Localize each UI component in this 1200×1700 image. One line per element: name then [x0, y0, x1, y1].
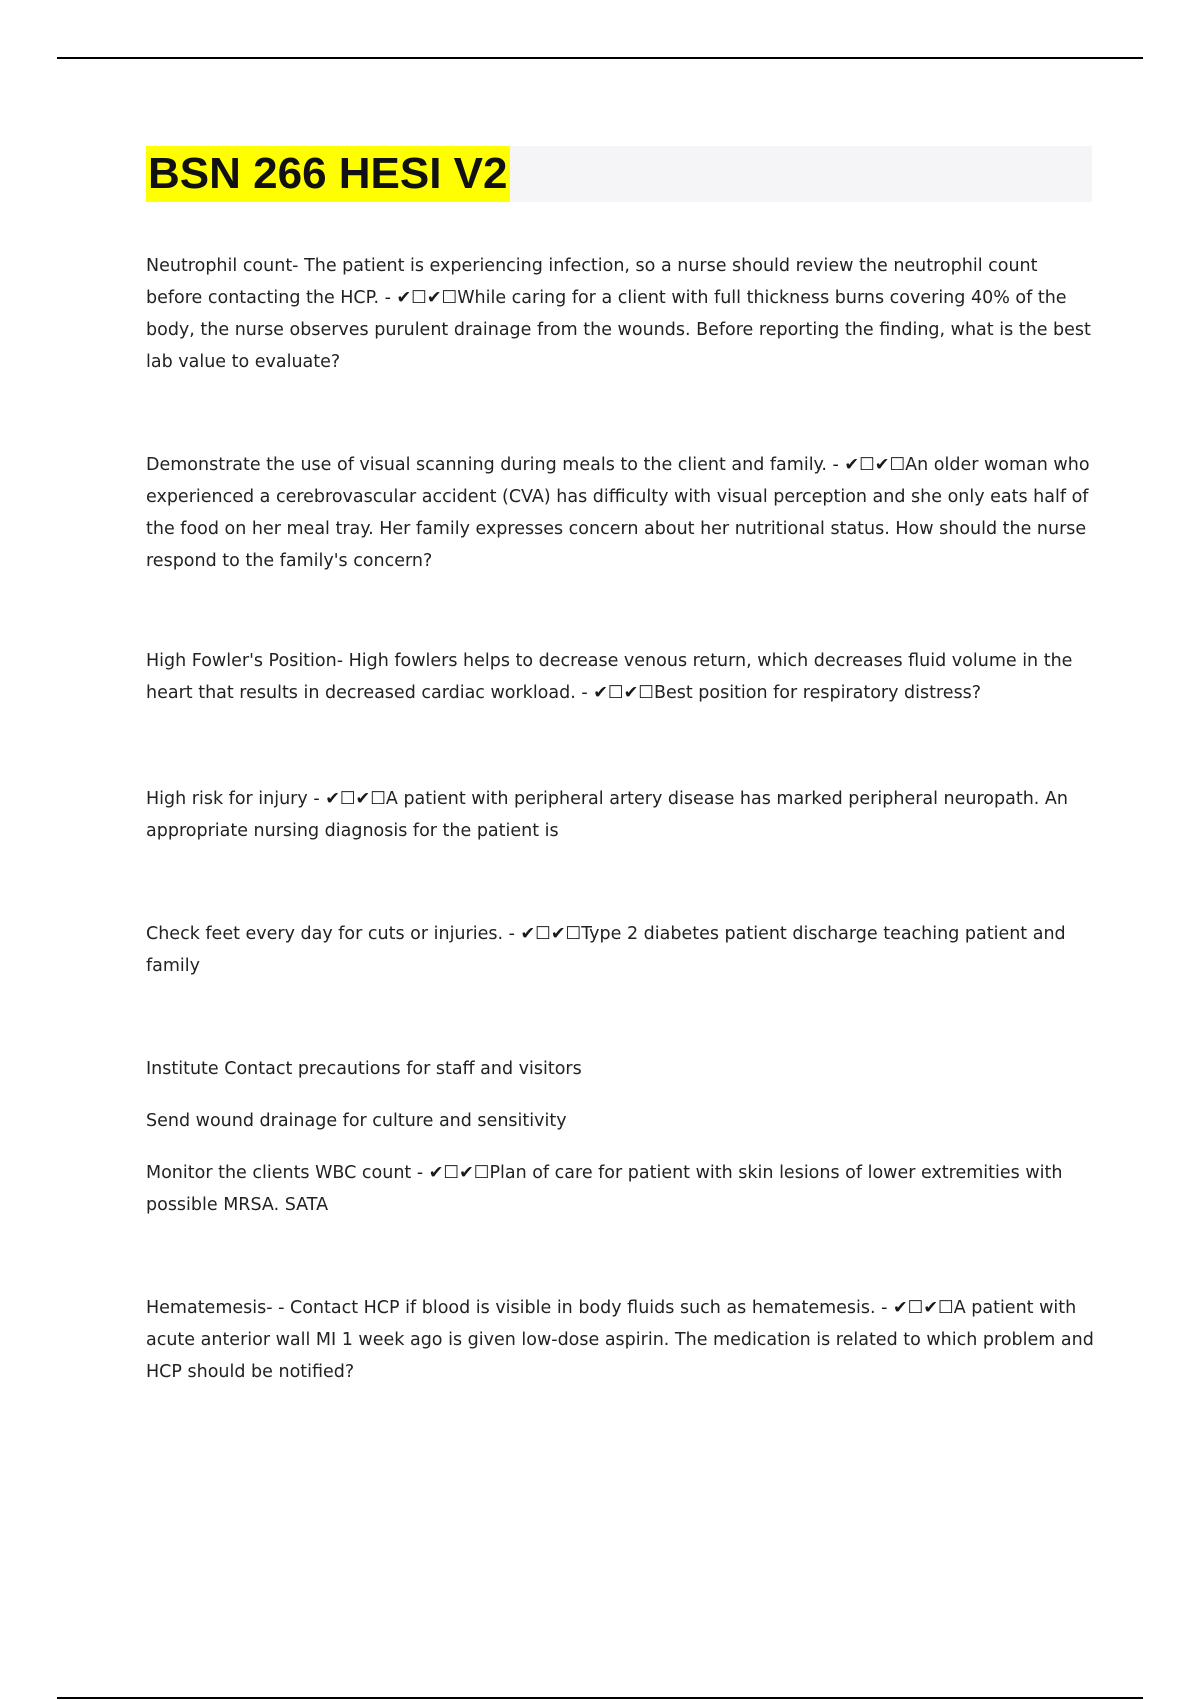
answer-text: Monitor the clients WBC count: [146, 1163, 412, 1183]
question-text: A patient with peripheral artery disease has marked peripheral neuropath. An appropriate nursing diagnosis for the patient is: [146, 789, 1068, 841]
question-text: An older woman who experienced a cerebrovascular accident (CVA) has difficulty with visual perception and she only eats half of the food on her meal tray. Her family expresses concern about her nutritional status. How should the nurse respond to the family's concern?: [146, 455, 1090, 571]
check-separator: - ✔︎☐✔︎☐: [503, 924, 582, 944]
check-separator: - ✔︎☐✔︎☐: [575, 683, 654, 703]
qa-item-3: [146, 645, 1096, 709]
qa-item-2: [146, 449, 1096, 577]
check-separator: - ✔︎☐✔︎☐: [307, 789, 386, 809]
question-text: A patient with acute anterior wall MI 1 week ago is given low-dose aspirin. The medication is related to which problem and HCP should be notified?: [146, 1298, 1094, 1382]
qa-item-7: [146, 1292, 1096, 1388]
question-text: Type 2 diabetes patient discharge teaching patient and family: [146, 924, 1066, 976]
check-separator: - ✔︎☐✔︎☐: [379, 288, 458, 308]
check-separator: - ✔︎☐✔︎☐: [875, 1298, 954, 1318]
question-text: While caring for a client with full thickness burns covering 40% of the body, the nurse observes purulent drainage from the wounds. Before reporting the finding, what is the best lab value to evaluate?: [146, 288, 1091, 372]
plain-line: Institute Contact precautions for staff and visitors: [146, 1059, 582, 1079]
answer-text: Check feet every day for cuts or injuries.: [146, 924, 504, 944]
answer-text: High risk for injury: [146, 789, 308, 809]
footer-rule: [57, 1697, 1143, 1699]
answer-text: Demonstrate the use of visual scanning during meals to the client and family.: [146, 455, 827, 475]
qa-item-5: [146, 918, 1096, 982]
qa-item-1: [146, 250, 1096, 378]
check-separator: - ✔︎☐✔︎☐: [411, 1163, 490, 1183]
answer-text: Neutrophil count- The patient is experiencing infection, so a nurse should review the neutrophil count before contacting the HCP.: [146, 256, 1038, 308]
question-text: Plan of care for patient with skin lesions of lower extremities with possible MRSA. SATA: [146, 1163, 1063, 1215]
header-rule: [57, 57, 1143, 59]
qa-item-6: [146, 1157, 1096, 1221]
check-separator: - ✔︎☐✔︎☐: [826, 455, 906, 475]
qa-item-4: [146, 783, 1096, 847]
document-title: BSN 266 HESI V2: [146, 146, 510, 202]
answer-text: High Fowler's Position- High fowlers helps to decrease venous return, which decreases fluid volume in the heart that results in decreased cardiac workload.: [146, 651, 1073, 703]
question-text: Best position for respiratory distress?: [653, 683, 982, 703]
plain-line: Send wound drainage for culture and sensitivity: [146, 1111, 567, 1131]
answer-text: Hematemesis- - Contact HCP if blood is visible in body fluids such as hematemesis.: [146, 1298, 876, 1318]
